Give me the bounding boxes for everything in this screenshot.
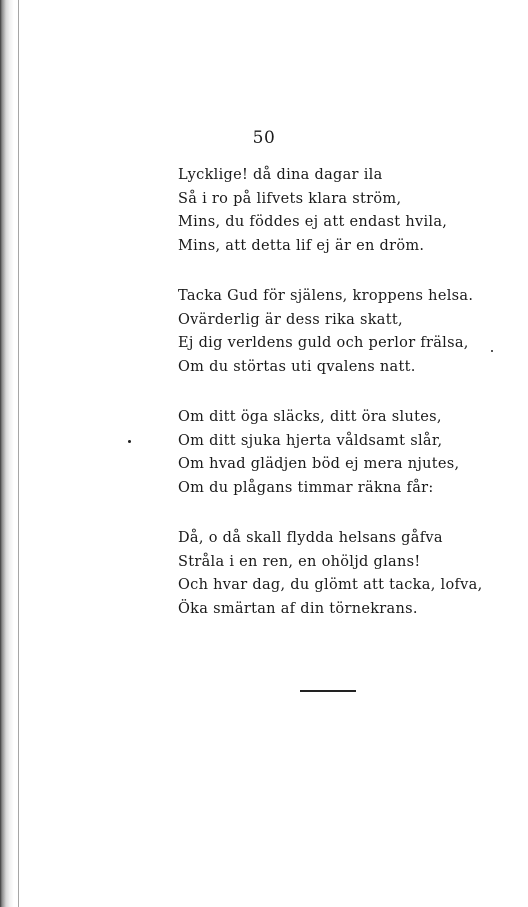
stanza-1: [178, 164, 508, 258]
poem-line: Om ditt sjuka hjerta våldsamt slår,: [178, 432, 443, 449]
poem-line: Om ditt öga släcks, ditt öra slutes,: [178, 409, 442, 425]
poem-line: Tacka Gud för själens, kroppens helsa.: [178, 288, 474, 304]
poem-line: Och hvar dag, du glömt att tacka, lofva,: [178, 577, 483, 593]
poem-line: Ovärderlig är dess rika skatt,: [178, 311, 403, 328]
poem-line: Öka smärtan af din törnekrans.: [178, 600, 418, 617]
poem-line: Om du störtas uti qvalens natt.: [178, 358, 416, 375]
ink-speck: [491, 350, 493, 352]
stanza-2: [178, 285, 508, 379]
stanza-3: [178, 406, 508, 500]
poem-line: Mins, att detta lif ej är en dröm.: [178, 237, 425, 254]
poem-line: Om du plågans timmar räkna får:: [178, 479, 434, 496]
poem: [178, 164, 508, 648]
poem-line: Lycklige! då dina dagar ila: [178, 167, 383, 183]
ink-speck: [128, 440, 131, 443]
page-number: 50: [252, 128, 276, 148]
poem-line: Så i ro på lifvets klara ström,: [178, 190, 402, 207]
stanza-4: [178, 527, 508, 621]
poem-line: Mins, du föddes ej att endast hvila,: [178, 214, 448, 230]
poem-line: Stråla i en ren, en ohöljd glans!: [178, 553, 421, 570]
end-rule: [300, 690, 356, 692]
poem-line: Ej dig verldens guld och perlor frälsa,: [178, 335, 469, 351]
poem-line: Om hvad glädjen böd ej mera njutes,: [178, 456, 460, 472]
poem-line: Då, o då skall flydda helsans gåfva: [178, 530, 443, 546]
